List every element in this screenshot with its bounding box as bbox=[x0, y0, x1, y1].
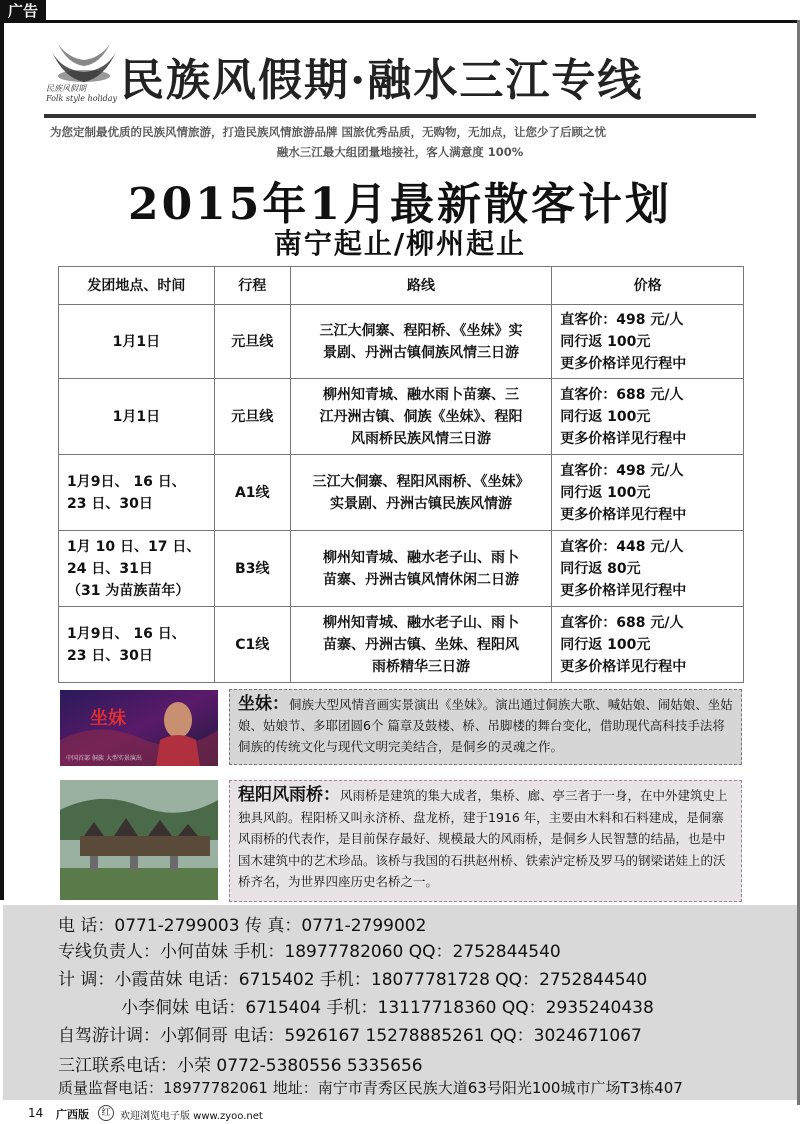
contact-planner-1: 计 调：小霞苗妹 电话：6715402 手机：18077781728 QQ：2752844540 bbox=[58, 970, 648, 990]
table-row bbox=[59, 455, 744, 531]
table-header-row bbox=[59, 267, 744, 305]
logo-caption bbox=[46, 84, 124, 104]
ad-label: 广告 bbox=[0, 0, 46, 22]
header-route: 路线 bbox=[290, 267, 552, 305]
contact-phone-fax: 电 话：0771-2799003 传 真：0771-2799002 bbox=[58, 916, 427, 936]
page-footer bbox=[0, 1104, 800, 1124]
brand-rule bbox=[44, 114, 756, 118]
row-code: 元旦线 bbox=[214, 305, 290, 379]
row-code: C1线 bbox=[214, 607, 290, 683]
sub-title: 南宁起止/柳州起止 bbox=[273, 227, 527, 260]
table-row bbox=[59, 305, 744, 379]
row-date: 1月1日 bbox=[59, 379, 215, 455]
row-price: 直客价：498 元/人 同行返 100元 更多价格详见行程中 bbox=[552, 455, 744, 531]
intro-bridge-text: 风雨桥是建筑的集大成者，集桥、廊、亭三者于一身，在中外建筑史上独具风韵。程阳桥又叫永济桥、盘龙桥，建于1916 年，主要由木料和石料建成，是侗寨风雨桥的代表作，是目前保存最好、规模最大的风雨桥，是侗乡人民智慧的结晶，也是中国木建筑中的艺术珍品。该桥与我国的石拱赵州桥、铁索泸定桥及罗马的钢梁诺娃上的沃桥齐名，为世界四座历史名桥之一。 bbox=[238, 788, 728, 889]
row-price: 直客价：448 元/人 同行返 80元 更多价格详见行程中 bbox=[552, 531, 744, 607]
intro-zuomei-box bbox=[229, 689, 742, 765]
row-price: 直客价：688 元/人 同行返 100元 更多价格详见行程中 bbox=[552, 607, 744, 683]
intro-zuomei-text: 侗族大型风情音画实景演出《坐妹》。演出通过侗族大歌、喊姑娘、闹姑娘、坐姑娘、姑娘节、多耶团圆6个 篇章及鼓楼、桥、吊脚楼的舞台变化，借助现代高科技手法将侗族的传统文化与现代文明完美结合，是侗乡的灵魂之作。 bbox=[238, 697, 733, 754]
table-row bbox=[59, 607, 744, 683]
row-route: 柳州知青城、融水雨卜苗寨、三 江丹洲古镇、侗族《坐妹》、程阳 风雨桥民族风情三日游 bbox=[290, 379, 552, 455]
row-code: 元旦线 bbox=[214, 379, 290, 455]
poster-title-text: 坐妹 bbox=[90, 708, 126, 729]
intro-bridge-box bbox=[229, 780, 742, 902]
row-route: 三江大侗寨、程阳桥、《坐妹》实 景剧、丹洲古镇侗族风情三日游 bbox=[290, 305, 552, 379]
contact-quality-address: 质量监督电话：18977782061 地址：南宁市青秀区民族大道63号阳光100城市广场T3栋407 bbox=[58, 1079, 683, 1097]
row-price: 直客价：498 元/人 同行返 100元 更多价格详见行程中 bbox=[552, 305, 744, 379]
row-date: 1月1日 bbox=[59, 305, 215, 379]
page-number: 14 bbox=[28, 1106, 44, 1120]
row-route: 三江大侗寨、程阳风雨桥、《坐妹》 实景剧、丹洲古镇民族风情游 bbox=[290, 455, 552, 531]
wind-rain-bridge-photo bbox=[60, 780, 218, 900]
intro-zuomei-heading: 坐妹： bbox=[238, 694, 289, 714]
main-title: 2015年1月最新散客计划 bbox=[127, 179, 673, 230]
contact-panel bbox=[3, 905, 797, 1100]
footer-website-text: 欢迎浏览电子版 www.zyoo.net bbox=[120, 1111, 263, 1122]
header-price: 价格 bbox=[552, 267, 744, 305]
contact-sanjiang: 三江联系电话：小荣 0772-5380556 5335656 bbox=[58, 1056, 423, 1076]
table-row bbox=[59, 379, 744, 455]
show-poster-image bbox=[60, 690, 218, 766]
table-row bbox=[59, 531, 744, 607]
logo-text-cn: 民族风假期 bbox=[46, 84, 86, 93]
row-date: 1月9日、 16 日、 23 日、30日 bbox=[59, 607, 215, 683]
intro-bridge-heading: 程阳风雨桥： bbox=[238, 785, 340, 805]
contact-selfdrive: 自驾游计调：小郭侗哥 电话：5926167 15278885261 QQ：3024671067 bbox=[58, 1026, 642, 1046]
edition-label: 广西版 bbox=[56, 1108, 89, 1121]
row-date: 1月 10 日、17 日、 24 日、31日 （31 为苗族苗年） bbox=[59, 531, 215, 607]
header-date: 发团地点、时间 bbox=[59, 267, 215, 305]
poster-subtitle-text: 中国首部 侗族 大型实景演出 bbox=[66, 755, 142, 762]
header-code: 行程 bbox=[214, 267, 290, 305]
contact-planner-2: 小李侗妹 电话：6715404 手机：13117718360 QQ：2935240438 bbox=[121, 998, 654, 1018]
row-date: 1月9日、 16 日、 23 日、30日 bbox=[59, 455, 215, 531]
top-rule bbox=[0, 20, 800, 23]
slogan-line-1: 为您定制最优质的民族风情旅游，打造民族风情旅游品牌 国旅优秀品质，无购物，无加点，让您少了后顾之忧 bbox=[50, 125, 606, 139]
row-route: 柳州知青城、融水老子山、雨卜 苗寨、丹洲古镇、坐妹、程阳风 雨桥精华三日游 bbox=[290, 607, 552, 683]
edition-badge-icon: 红 bbox=[98, 1105, 114, 1121]
brand-title: 民族风假期·融水三江专线 bbox=[120, 55, 644, 106]
row-route: 柳州知青城、融水老子山、雨卜 苗寨、丹洲古镇风情休闲二日游 bbox=[290, 531, 552, 607]
slogan-line-2: 融水三江最大组团量地接社，客人满意度 100% bbox=[276, 145, 524, 159]
row-code: B3线 bbox=[214, 531, 290, 607]
row-code: A1线 bbox=[214, 455, 290, 531]
row-price: 直客价：688 元/人 同行返 100元 更多价格详见行程中 bbox=[552, 379, 744, 455]
tour-schedule-table bbox=[58, 266, 744, 683]
contact-manager: 专线负责人：小何苗妹 手机：18977782060 QQ：2752844540 bbox=[58, 942, 561, 962]
logo-text-en: Folk style holiday bbox=[46, 94, 118, 103]
